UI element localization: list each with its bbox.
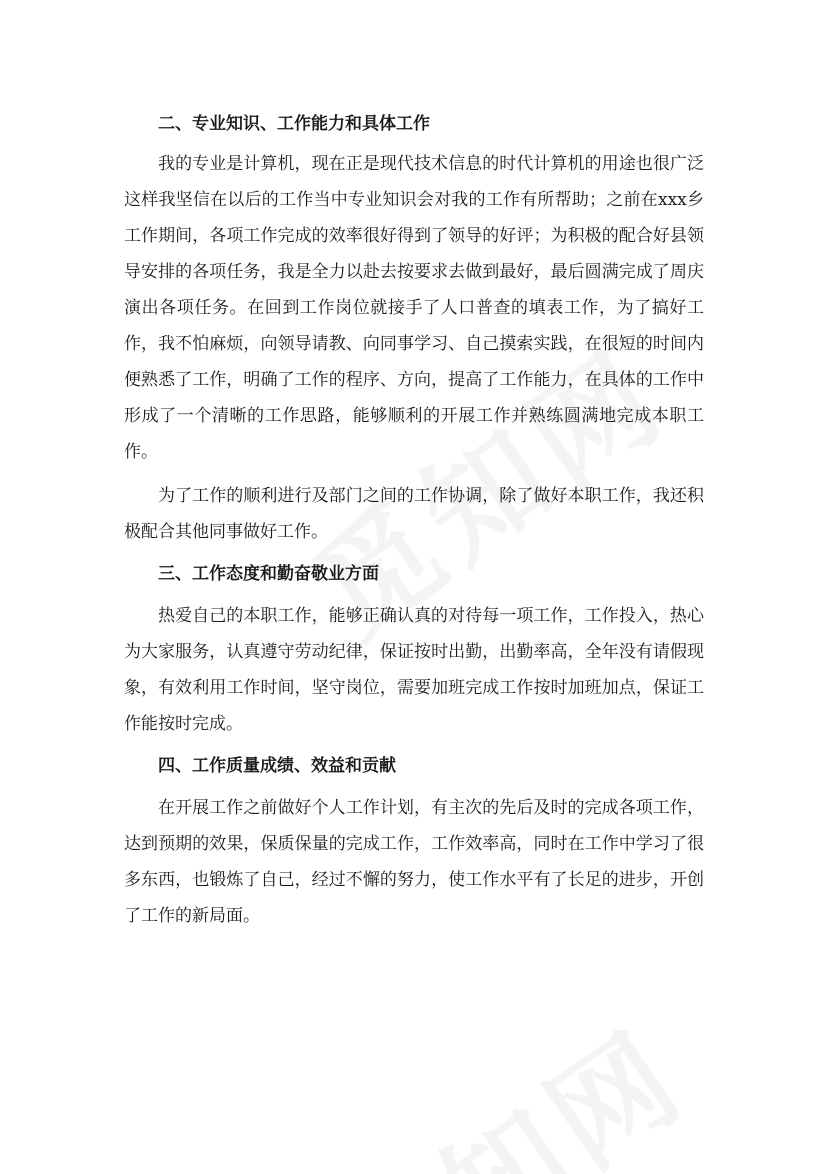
paragraph-work-details: 我的专业是计算机，现在正是现代技术信息的时代计算机的用途也很广泛这样我坚信在以后的工作当中专业知识会对我的工作有所帮助；之前在xxx乡工作期间，各项工作完成的效率很好得到了领导的好评；为积极的配合好县领导安排的各项任务，我是全力以赴去按要求去做到最好，最后圆满完成了周庆演出各项任务。在回到工作岗位就接手了人口普查的填表工作，为了搞好工作，我不怕麻烦，向领导请教、向同事学习、自己摸索实践，在很短的时间内便熟悉了工作，明确了工作的程序、方向，提高了工作能力，在具体的工作中形成了一个清晰的工作思路，能够顺利的开展工作并熟练圆满地完成本职工作。 bbox=[124, 154, 704, 462]
paragraph-quality: 在开展工作之前做好个人工作计划，有主次的先后及时的完成各项工作，达到预期的效果，保质保量的完成工作，工作效率高，同时在工作中学习了很多东西，也锻炼了自己，经过不懈的努力，使工作水平有了长足的进步，开创了工作的新局面。 bbox=[124, 798, 704, 926]
paragraph-attitude: 热爱自己的本职工作，能够正确认真的对待每一项工作，工作投入，热心为大家服务，认真遵守劳动纪律，保证按时出勤，出勤率高，全年没有请假现象，有效利用工作时间，坚守岗位，需要加班完成工作按时加班加点，保证工作能按时完成。 bbox=[124, 606, 704, 734]
section-heading-3: 三、工作态度和勤奋敬业方面 bbox=[158, 564, 379, 584]
document-body bbox=[124, 100, 704, 934]
watermark bbox=[296, 984, 714, 1174]
paragraph-cooperation: 为了工作的顺利进行及部门之间的工作协调，除了做好本职工作，我还积极配合其他同事做好工作。 bbox=[124, 486, 704, 542]
section-heading-4: 四、工作质量成绩、效益和贡献 bbox=[158, 756, 396, 776]
section-heading-2: 二、专业知识、工作能力和具体工作 bbox=[158, 114, 430, 134]
